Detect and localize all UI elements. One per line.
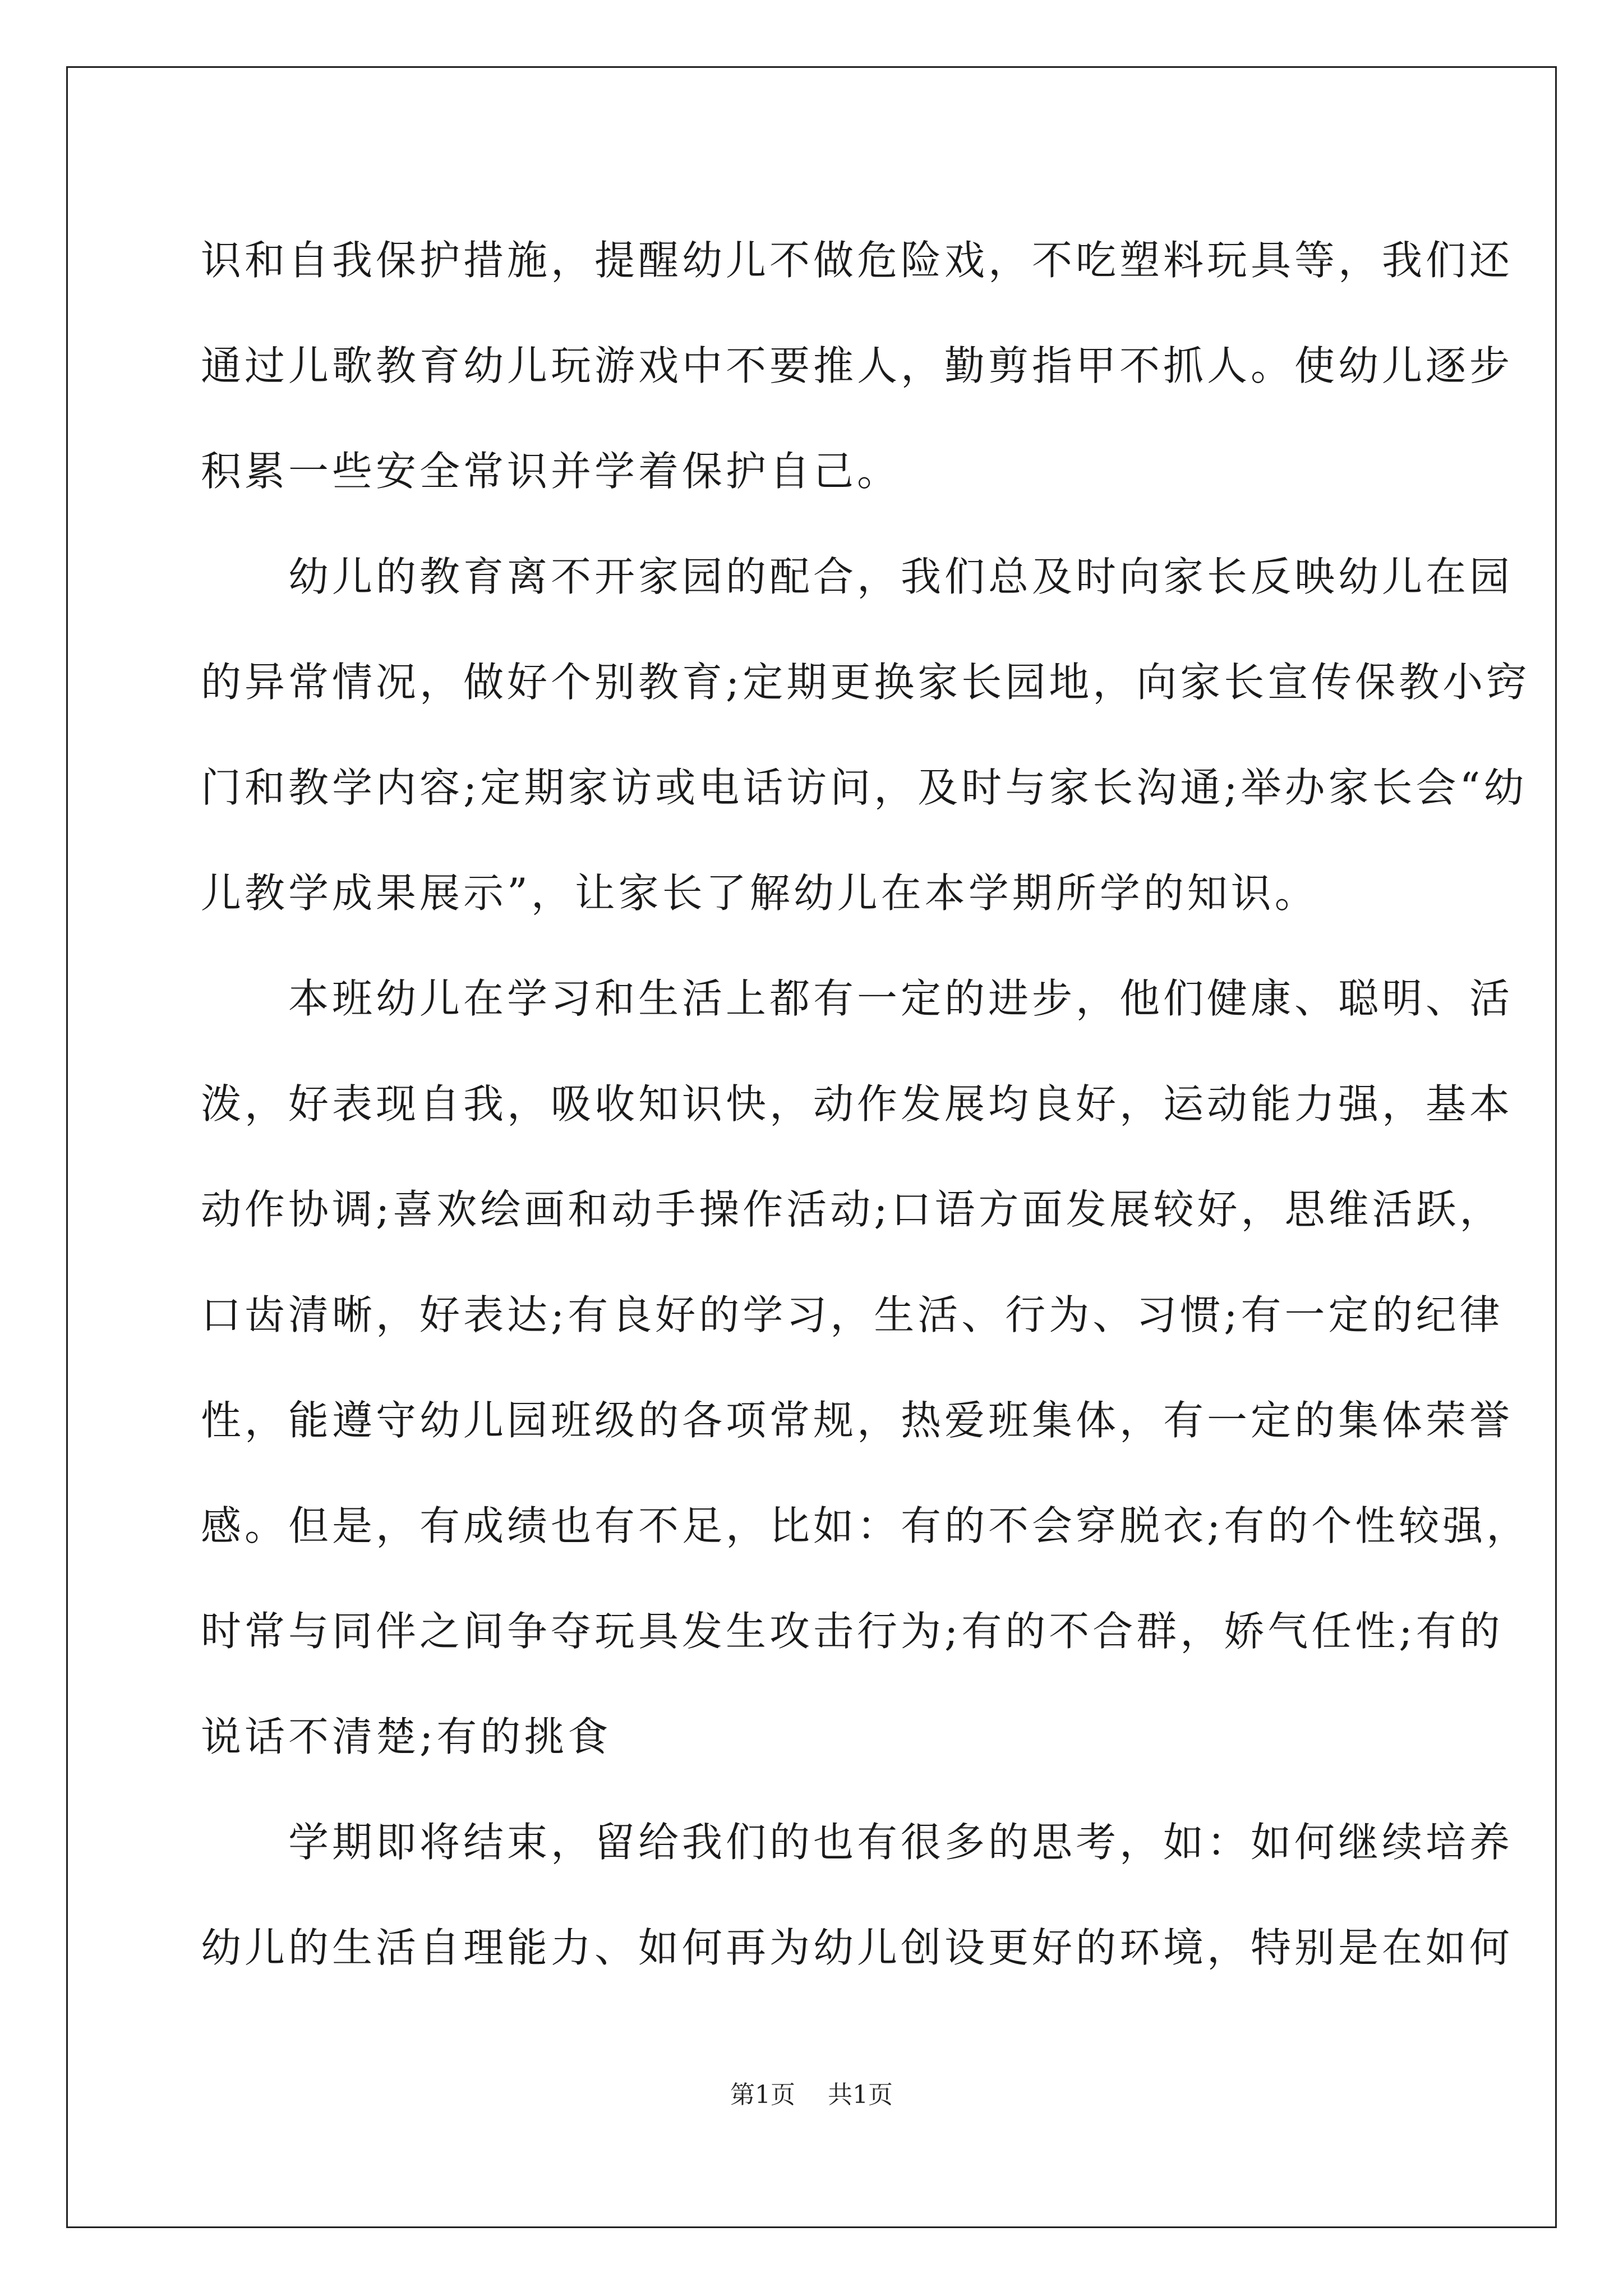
text-line: 说话不清楚;有的挑食 [201, 1713, 612, 1760]
text-line: 识和自我保护措施，提醒幼儿不做危险戏，不吃塑料玩具等，我们还 [201, 237, 1514, 284]
text-line: 通过儿歌教育幼儿玩游戏中不要推人，勤剪指甲不抓人。使幼儿逐步 [201, 342, 1514, 389]
page-total: 共1页 [828, 2081, 893, 2109]
paragraph-4 [201, 1789, 1514, 2000]
text-line: 儿教学成果展示”，让家长了解幼儿在本学期所学的知识。 [201, 869, 1318, 917]
document-body [201, 208, 1530, 2000]
text-line: 本班幼儿在学习和生活上都有一定的进步，他们健康、聪明、活 [201, 975, 1514, 1022]
page-footer [0, 2074, 1623, 2110]
text-line: 学期即将结束，留给我们的也有很多的思考，如：如何继续培养 [201, 1819, 1514, 1866]
paragraph-2 [201, 524, 1530, 946]
text-line: 动作协调;喜欢绘画和动手操作活动;口语方面发展较好，思维活跃， [201, 1186, 1504, 1233]
paragraph-3 [201, 946, 1530, 1789]
text-line: 感。但是，有成绩也有不足，比如：有的不会穿脱衣;有的个性较强， [201, 1502, 1530, 1549]
text-line: 幼儿的教育离不开家园的配合，我们总及时向家长反映幼儿在园 [201, 553, 1514, 600]
text-line: 泼，好表现自我，吸收知识快，动作发展均良好，运动能力强，基本 [201, 1080, 1514, 1128]
text-line: 口齿清晰，好表达;有良好的学习，生活、行为、习惯;有一定的纪律 [201, 1291, 1504, 1338]
text-line: 积累一些安全常识并学着保护自己。 [201, 448, 901, 495]
text-line: 时常与同伴之间争夺玩具发生攻击行为;有的不合群，娇气任性;有的 [201, 1608, 1504, 1655]
text-line: 的异常情况，做好个别教育;定期更换家长园地，向家长宣传保教小窍 [201, 659, 1530, 706]
page-number: 第1页 [730, 2081, 795, 2109]
text-line: 幼儿的生活自理能力、如何再为幼儿创设更好的环境，特别是在如何 [201, 1924, 1514, 1971]
text-line: 门和教学内容;定期家访或电话访问，及时与家长沟通;举办家长会“幼 [201, 764, 1528, 811]
paragraph-1 [201, 208, 1514, 524]
text-line: 性，能遵守幼儿园班级的各项常规，热爱班集体，有一定的集体荣誉 [201, 1397, 1514, 1444]
